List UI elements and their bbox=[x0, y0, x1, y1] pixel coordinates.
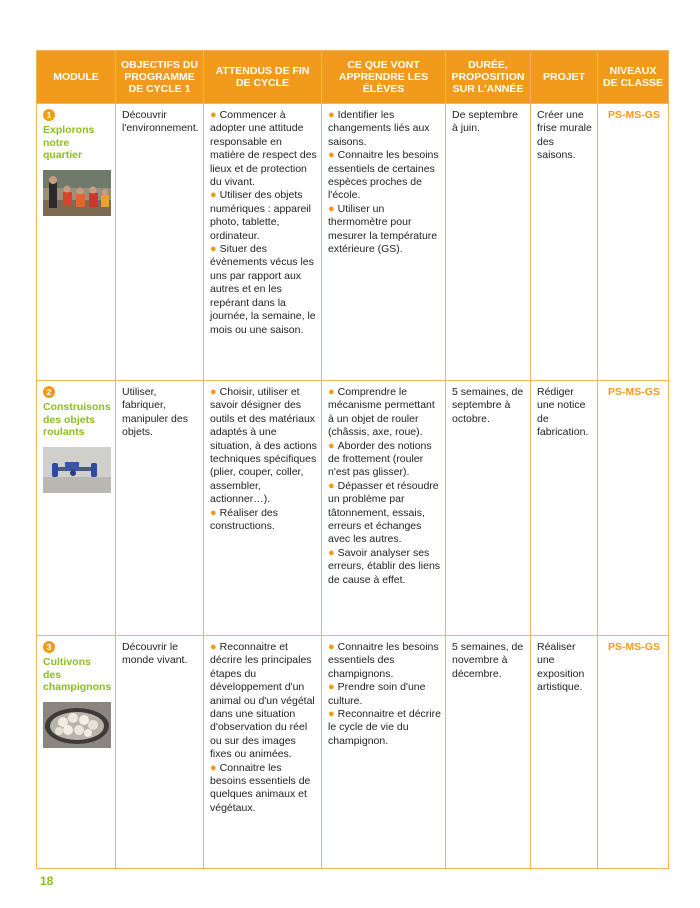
rolling-object-photo bbox=[43, 447, 111, 493]
bullet-item: ● Utiliser un thermomètre pour mesurer la température extérieure (GS). bbox=[328, 202, 438, 256]
bullet-item: ● Réaliser des constructions. bbox=[210, 506, 279, 533]
learn-cell bbox=[322, 104, 446, 381]
module-title: Explorons notre quartier bbox=[43, 124, 95, 162]
bullet-dot-icon: ● bbox=[328, 479, 335, 492]
bullet-item: ● Utiliser des objets numériques : appareil photo, tablette, ordinateur. bbox=[210, 189, 311, 242]
project-cell: Créer une frise murale des saisons. bbox=[531, 104, 598, 381]
objective-cell: Utiliser, fabriquer, manipuler des objets. bbox=[116, 381, 204, 636]
bullet-dot-icon: ● bbox=[210, 641, 217, 653]
table-row bbox=[37, 381, 669, 636]
bullet-dot-icon: ● bbox=[210, 386, 217, 398]
bullet-dot-icon: ● bbox=[328, 439, 335, 452]
bullet-item: ● Identifier les changements liés aux saisons. bbox=[328, 109, 430, 148]
header-duration: DURÉE, PROPOSITION SUR L'ANNÉE bbox=[446, 51, 531, 104]
module-number-badge: 1 bbox=[43, 109, 55, 121]
children-outdoor-photo bbox=[43, 170, 111, 216]
attendus-cell bbox=[204, 381, 322, 636]
bullet-dot-icon: ● bbox=[210, 189, 217, 202]
objective-cell: Découvrir le monde vivant. bbox=[116, 636, 204, 869]
bullet-item: ● Situer des évènements vécus les uns par rapport aux autres et en les repérant dans la journée, la semaine, le mois ou une saison. bbox=[210, 243, 316, 336]
bullet-dot-icon: ● bbox=[328, 681, 335, 694]
bullet-dot-icon: ● bbox=[210, 109, 217, 121]
bullet-dot-icon: ● bbox=[328, 641, 335, 653]
project-cell: Réaliser une exposition artistique. bbox=[531, 636, 598, 869]
header-module: MODULE bbox=[37, 51, 116, 104]
objective-cell: Découvrir l'environnement. bbox=[116, 104, 204, 381]
bullet-item: ● Commencer à adopter une attitude responsable en matière de respect des lieux et de protection du vivant. bbox=[210, 109, 317, 189]
duration-cell: 5 semaines, de septembre à octobre. bbox=[446, 381, 531, 636]
module-title: Construisons des objets roulants bbox=[43, 401, 111, 439]
program-table bbox=[36, 50, 669, 869]
table-row bbox=[37, 104, 669, 381]
duration-cell: De septembre à juin. bbox=[446, 104, 531, 381]
learn-cell bbox=[322, 381, 446, 636]
header-project: PROJET bbox=[531, 51, 598, 104]
bullet-dot-icon: ● bbox=[210, 761, 217, 774]
duration-cell: 5 semaines, de novembre à décembre. bbox=[446, 636, 531, 869]
header-row bbox=[37, 51, 669, 104]
mushrooms-photo bbox=[43, 702, 111, 748]
header-attendus: ATTENDUS DE FIN DE CYCLE bbox=[204, 51, 322, 104]
bullet-item: ● Connaitre les besoins essentiels de quelques animaux et végétaux. bbox=[210, 761, 311, 814]
bullet-item: ● Connaitre les besoins essentiels des champignons. bbox=[328, 641, 439, 680]
bullet-dot-icon: ● bbox=[210, 243, 217, 256]
learn-cell bbox=[322, 636, 446, 869]
module-title: Cultivons des champignons bbox=[43, 656, 112, 694]
attendus-cell bbox=[204, 636, 322, 869]
bullet-dot-icon: ● bbox=[328, 386, 335, 398]
page-number: 18 bbox=[40, 874, 54, 888]
levels-cell: PS-MS-GS bbox=[598, 636, 669, 869]
module-number-badge: 2 bbox=[43, 386, 55, 398]
module-cell bbox=[37, 636, 116, 869]
attendus-cell bbox=[204, 104, 322, 381]
bullet-dot-icon: ● bbox=[210, 506, 217, 519]
module-cell bbox=[37, 104, 116, 381]
bullet-item: ● Savoir analyser ses erreurs, établir des liens de cause à effet. bbox=[328, 546, 441, 586]
bullet-item: ● Choisir, utiliser et savoir désigner des outils et des matériaux adaptés à une situation, à des actions techniques spécifiques (plier, couper, coller, assembler, actionner…). bbox=[210, 386, 317, 506]
bullet-item: ● Connaitre les besoins essentiels de certaines espèces proches de l'école. bbox=[328, 149, 439, 202]
header-learn: CE QUE VONT APPRENDRE LES ÉLÈVES bbox=[322, 51, 446, 104]
bullet-dot-icon: ● bbox=[328, 708, 335, 721]
bullet-item: ● Reconnaitre et décrire le cycle de vie du champignon. bbox=[328, 708, 441, 747]
levels-cell: PS-MS-GS bbox=[598, 381, 669, 636]
bullet-item: ● Dépasser et résoudre un problème par tâtonnement, essais, erreurs et échanges avec les autres. bbox=[328, 479, 439, 546]
module-cell bbox=[37, 381, 116, 636]
header-objectives: OBJECTIFS DU PROGRAMME DE CYCLE 1 bbox=[116, 51, 204, 104]
bullet-item: ● Comprendre le mécanisme permettant à un objet de rouler (châssis, axe, roue). bbox=[328, 386, 435, 439]
project-cell: Rédiger une notice de fabrication. bbox=[531, 381, 598, 636]
header-levels: NIVEAUX DE CLASSE bbox=[598, 51, 669, 104]
bullet-item: ● Prendre soin d'une culture. bbox=[328, 681, 426, 707]
bullet-dot-icon: ● bbox=[328, 109, 335, 121]
levels-cell: PS-MS-GS bbox=[598, 104, 669, 381]
bullet-item: ● Reconnaitre et décrire les principales étapes du développement d'un animal ou d'un végétal dans une situation d'observation du réel ou sur des images fixes ou animées. bbox=[210, 641, 315, 761]
bullet-dot-icon: ● bbox=[328, 149, 335, 162]
bullet-dot-icon: ● bbox=[328, 546, 335, 559]
module-number-badge: 3 bbox=[43, 641, 55, 653]
table-row bbox=[37, 636, 669, 869]
bullet-dot-icon: ● bbox=[328, 202, 335, 215]
bullet-item: ● Aborder des notions de frottement (rouler n'est pas glisser). bbox=[328, 439, 432, 479]
